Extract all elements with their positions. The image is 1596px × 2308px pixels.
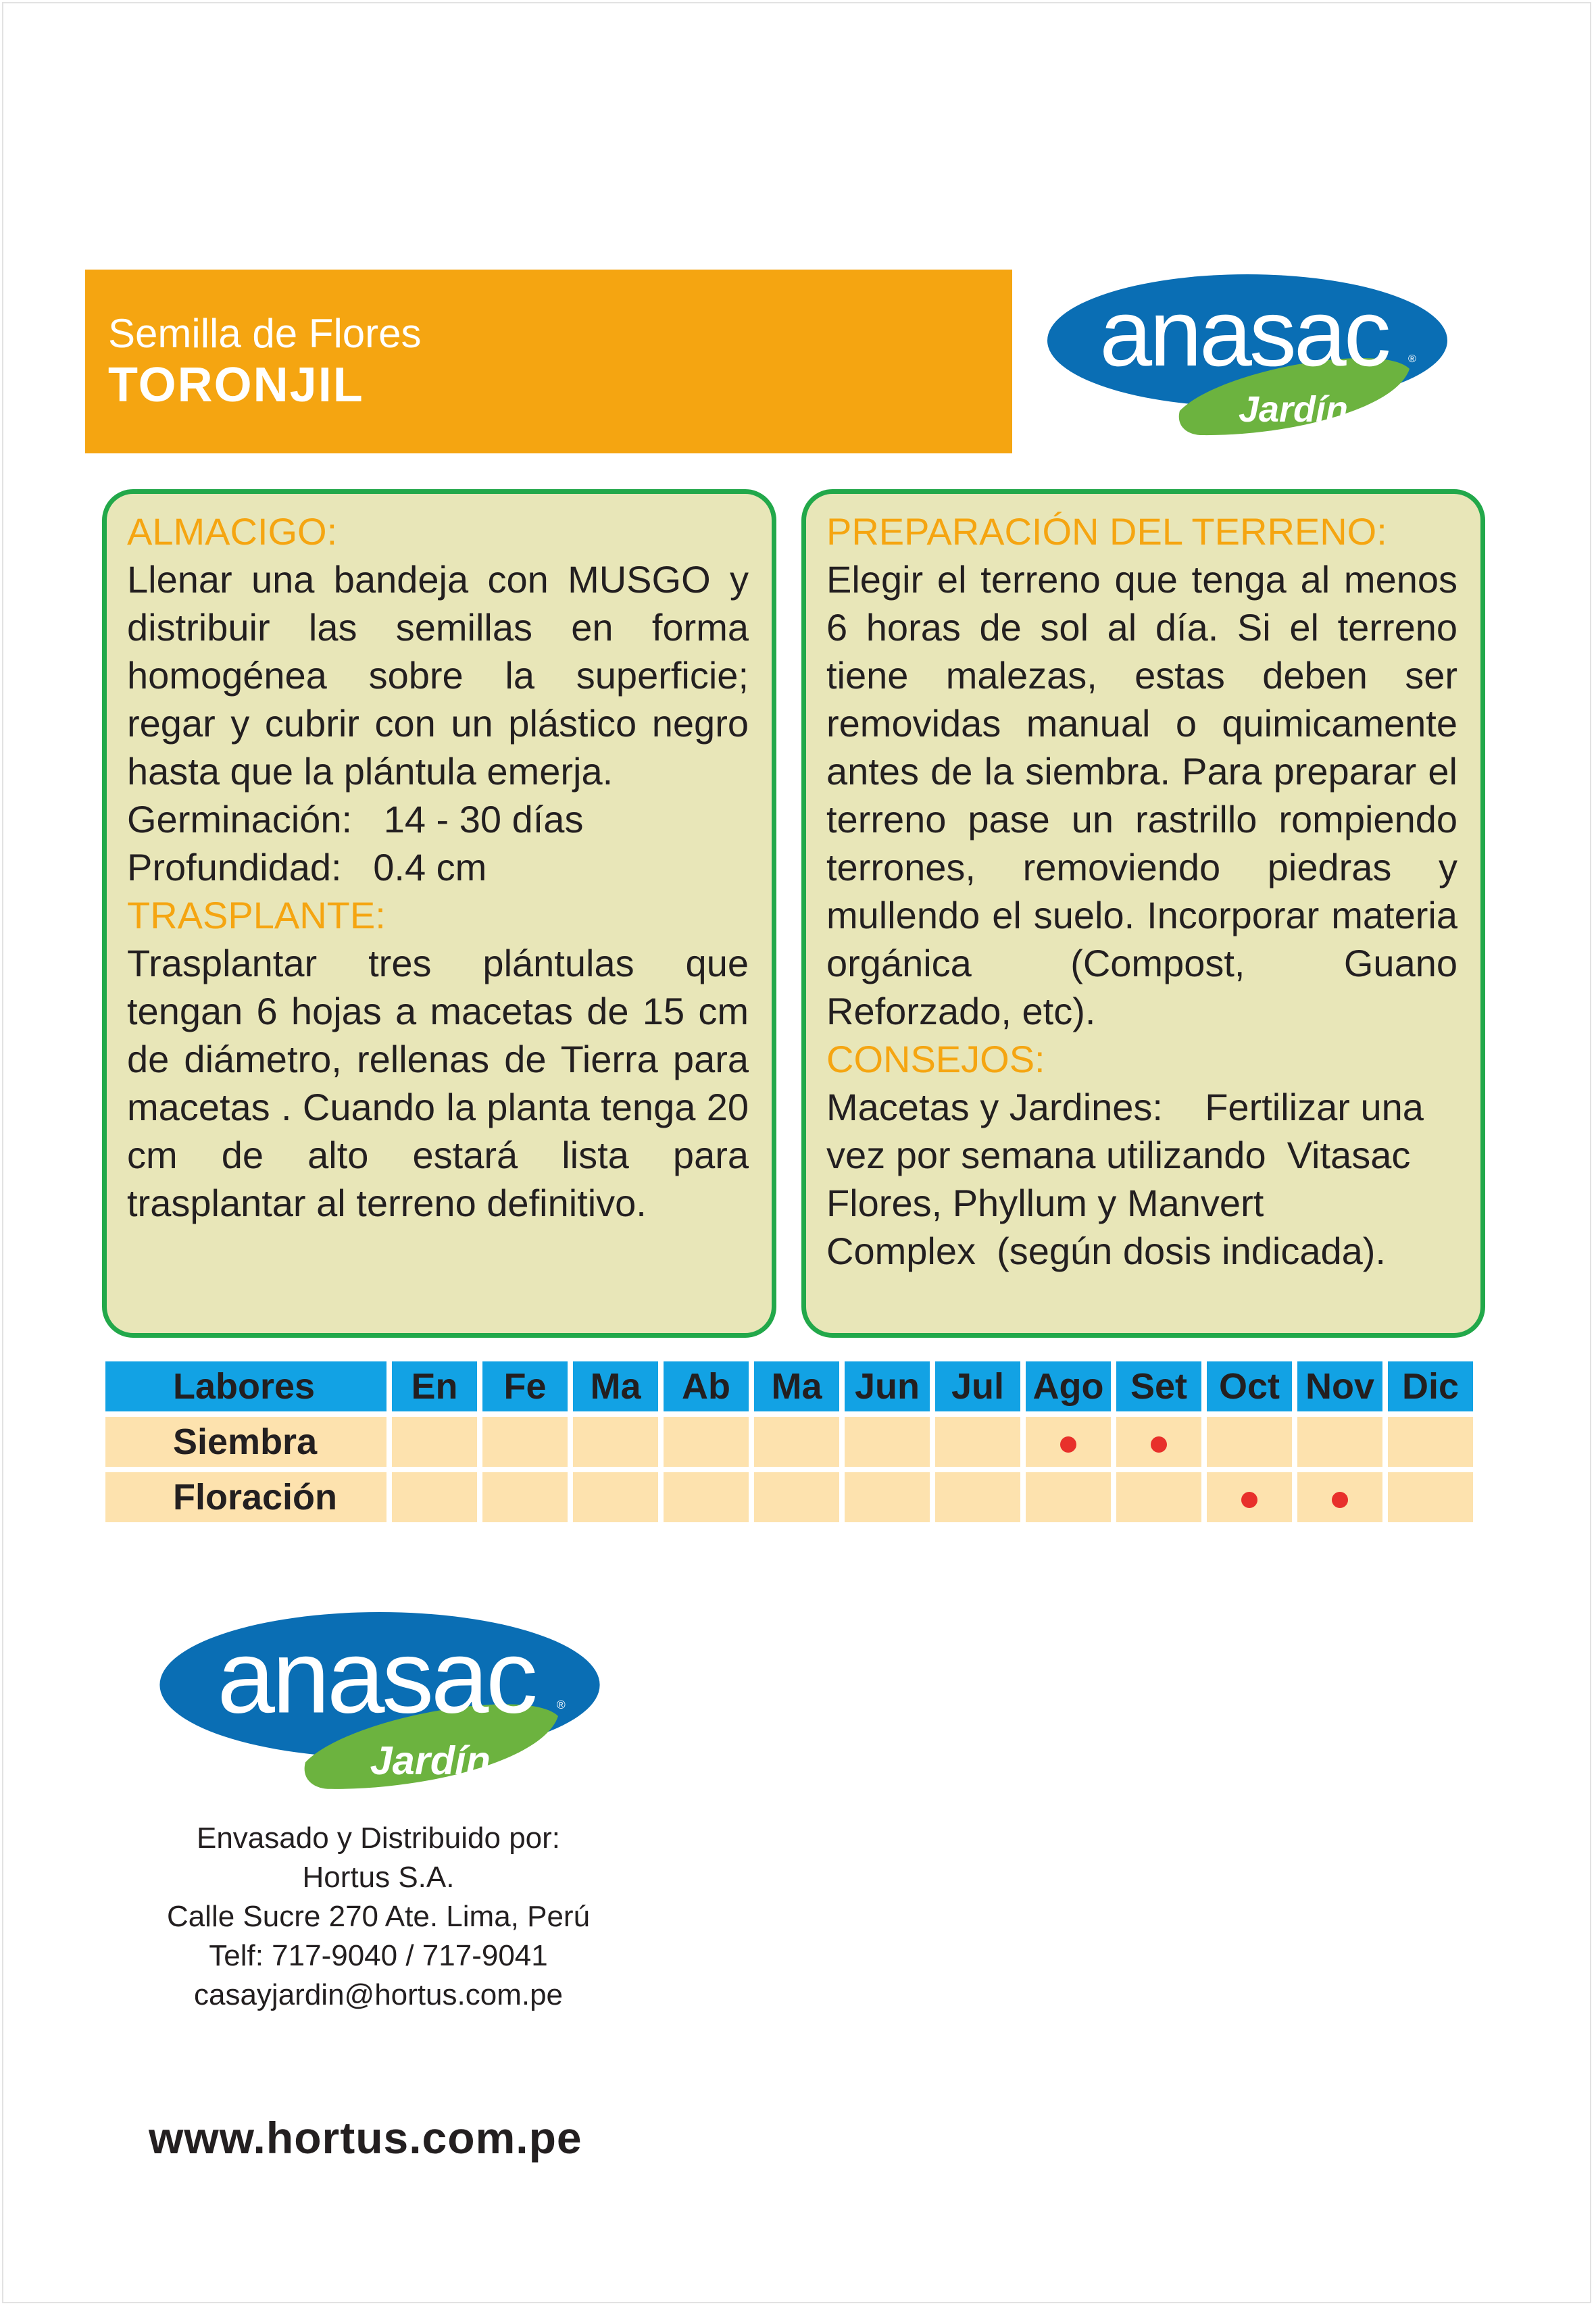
soil-preparation-heading: PREPARACIÓN DEL TERRENO: [826,510,1387,553]
month-cell [664,1472,749,1522]
depth-info: Profundidad: 0.4 cm [127,846,487,888]
month-cell [1207,1472,1292,1522]
tips-line: Flores, Phyllum y Manvert [826,1182,1264,1224]
month-cell [1026,1417,1111,1467]
month-header: Ma [573,1361,658,1411]
product-name: TORONJIL [108,358,364,412]
svg-text:Jardín: Jardín [370,1737,491,1783]
activity-dot [1241,1492,1257,1508]
phone-numbers: Telf: 717-9040 / 717-9041 [209,1939,548,1972]
product-category: Semilla de Flores [108,311,422,356]
month-header: Set [1116,1361,1201,1411]
tips-line: Complex (según dosis indicada). [826,1230,1386,1272]
calendar-row [105,1472,1473,1522]
month-cell [845,1417,930,1467]
month-cell [754,1472,839,1522]
month-header: Ma [754,1361,839,1411]
month-cell [1297,1417,1382,1467]
svg-text:Jardín: Jardín [1238,389,1349,430]
svg-text:®: ® [1408,353,1416,365]
month-header: Jun [845,1361,930,1411]
task-label: Floración [105,1472,386,1522]
month-header: Ab [664,1361,749,1411]
month-header: Oct [1207,1361,1292,1411]
labores-header: Labores [105,1361,386,1411]
month-cell [1388,1472,1473,1522]
anasac-jardin-footer-logo [157,1601,603,1816]
transplant-heading: TRASPLANTE: [127,894,386,936]
company-name: Hortus S.A. [302,1861,455,1894]
tips-line: vez por semana utilizando Vitasac [826,1134,1411,1176]
tips-line: Macetas y Jardines: Fertilizar una [826,1086,1424,1128]
month-cell [845,1472,930,1522]
planting-calendar [100,1356,1478,1528]
month-cell [935,1472,1020,1522]
month-header: Fe [482,1361,568,1411]
month-cell [664,1417,749,1467]
website-url: www.hortus.com.pe [149,2113,582,2163]
soil-preparation-panel [801,489,1485,1338]
activity-dot [1332,1492,1348,1508]
task-label: Siembra [105,1417,386,1467]
month-header: Dic [1388,1361,1473,1411]
month-cell [1116,1417,1201,1467]
month-cell [1207,1417,1292,1467]
title-banner [85,270,1012,453]
month-cell [392,1417,477,1467]
month-cell [573,1472,658,1522]
month-cell [482,1417,568,1467]
almacigo-text: Llenar una bandeja con MUSGO y distribuir las semillas en forma homogénea sobre la superficie; regar y cubrir con un plástico negro hasta que la plántula emerja. [127,558,749,793]
month-cell [1388,1417,1473,1467]
month-cell [754,1417,839,1467]
svg-text:anasac: anasac [217,1618,535,1735]
anasac-jardin-logo [1045,268,1450,457]
activity-dot [1151,1436,1167,1453]
tips-heading: CONSEJOS: [826,1038,1045,1080]
month-header: Jul [935,1361,1020,1411]
calendar-row [105,1417,1473,1467]
month-cell [573,1417,658,1467]
contact-email: casayjardin@hortus.com.pe [193,1978,564,2011]
distributor-address [128,1819,628,2015]
sowing-instructions-panel [102,489,776,1338]
month-cell [392,1472,477,1522]
activity-dot [1060,1436,1076,1453]
transplant-text: Trasplantar tres plántulas que tengan 6 hojas a macetas de 15 cm de diámetro, rellenas de Tierra para macetas . Cuando la planta tenga 20 cm de alto estará lista para trasplantar al terreno definitivo. [127,942,749,1224]
soil-preparation-text: Elegir el terreno que tenga al menos 6 horas de sol al día. Si el terreno tiene malezas, estas deben ser removidas manual o quimicamente antes de la siembra. Para preparar el terreno pase un rastrillo rompiendo terrones, removiendo piedras y mullendo el suelo. Incorporar materia orgánica (Compost, Guano Reforzado, etc). [826,558,1457,1032]
month-cell [482,1472,568,1522]
month-cell [1116,1472,1201,1522]
month-header: En [392,1361,477,1411]
month-header: Nov [1297,1361,1382,1411]
month-cell [1026,1472,1111,1522]
germination-info: Germinación: 14 - 30 días [127,798,584,841]
distributor-label: Envasado y Distribuido por: [196,1822,561,1855]
month-cell [1297,1472,1382,1522]
svg-text:®: ® [556,1698,566,1711]
month-cell [935,1417,1020,1467]
calendar-header-row [105,1361,1473,1411]
month-header: Ago [1026,1361,1111,1411]
svg-text:anasac: anasac [1099,280,1389,386]
street-address: Calle Sucre 270 Ate. Lima, Perú [166,1900,591,1933]
almacigo-heading: ALMACIGO: [127,510,338,553]
